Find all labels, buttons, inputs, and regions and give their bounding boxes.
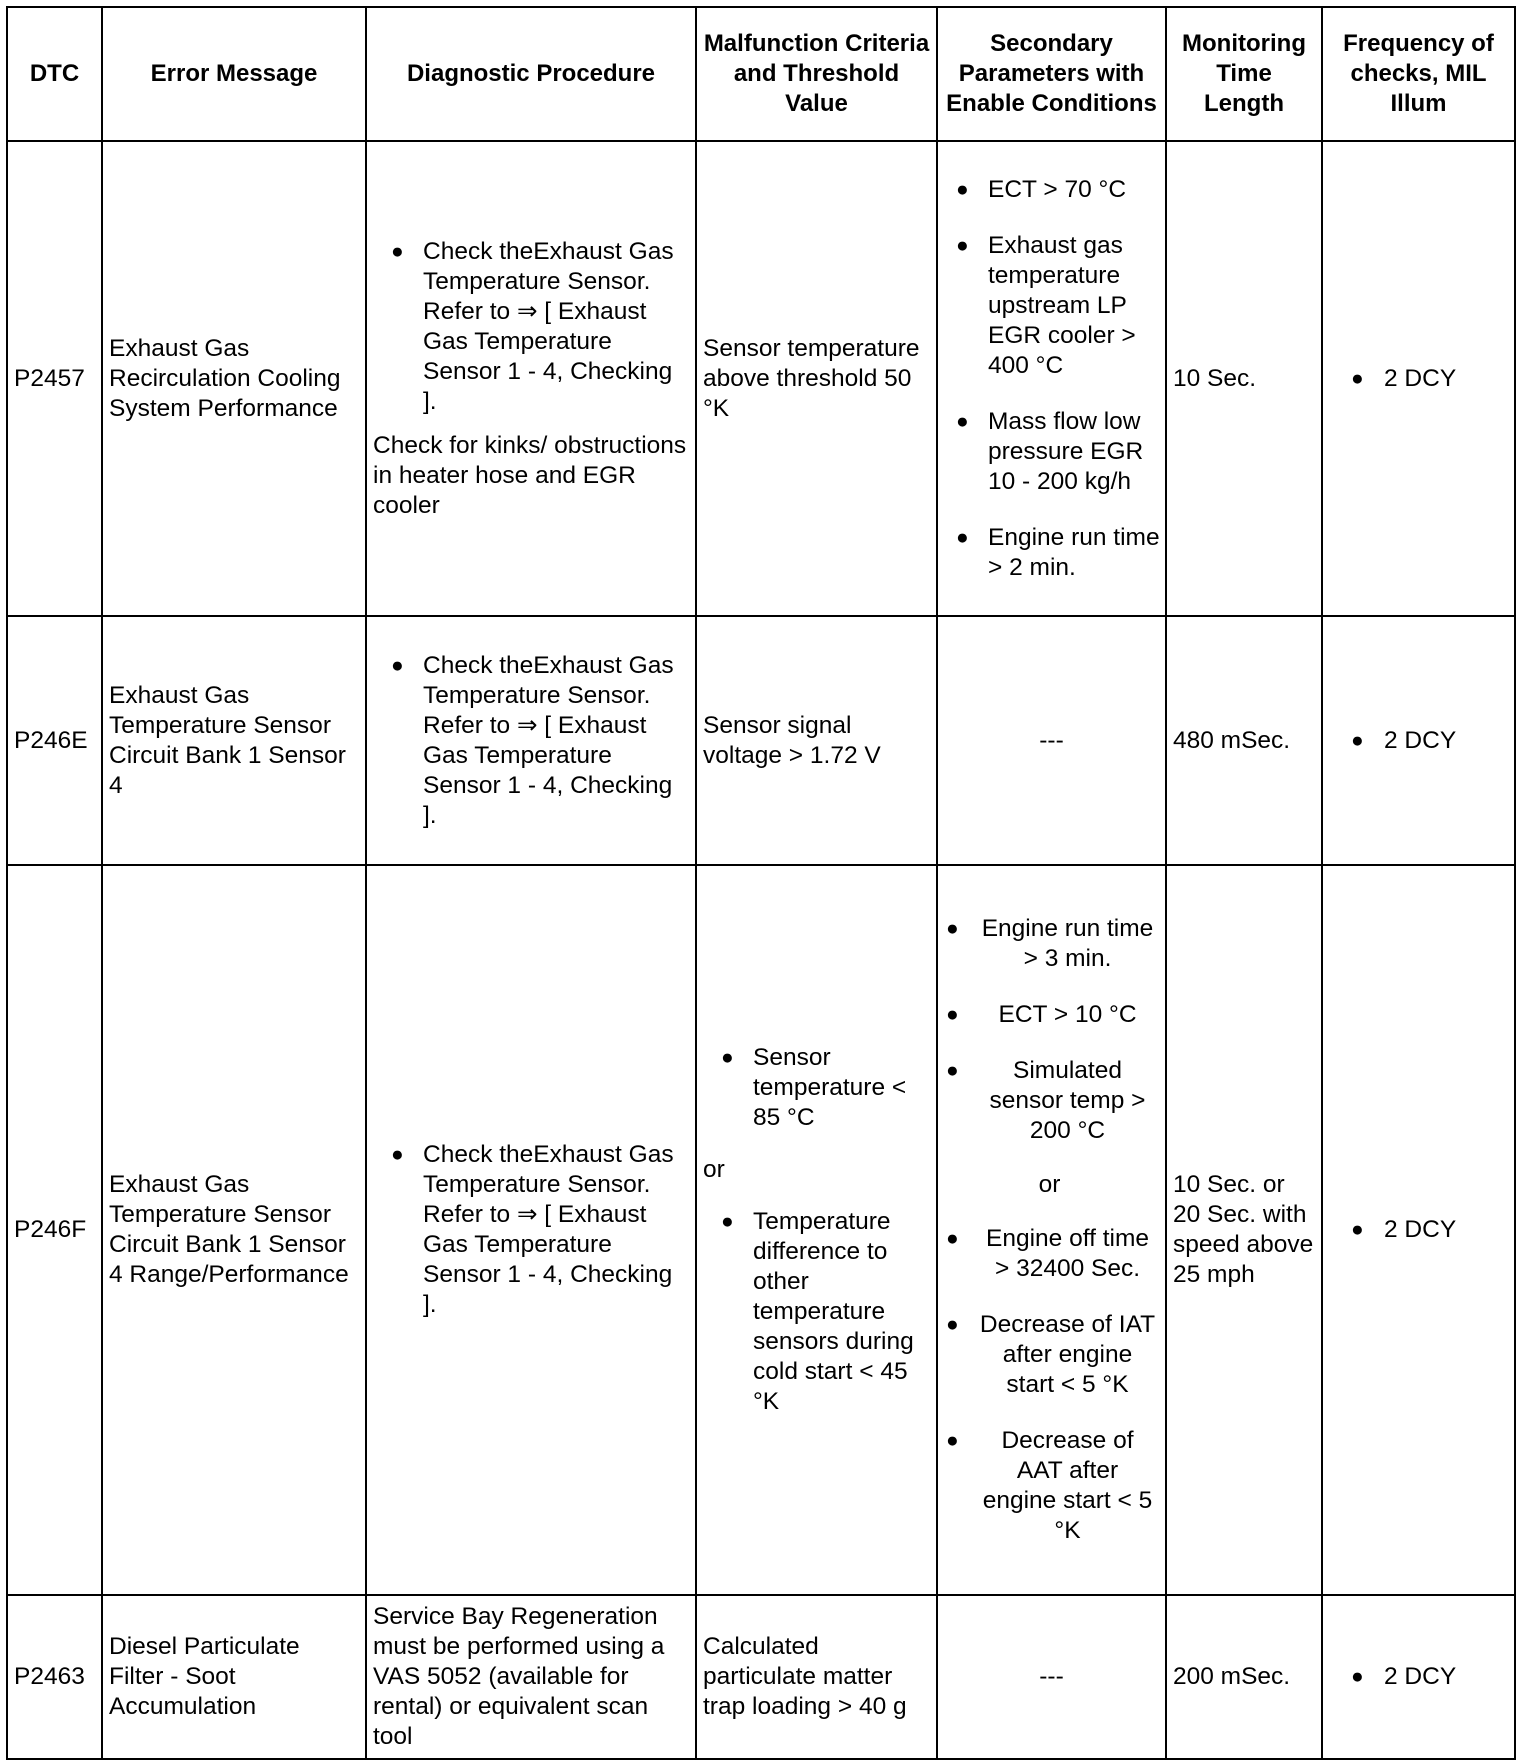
diagnostic-procedure: [366, 616, 696, 865]
secondary-item: ● Engine off time > 32400 Sec.: [938, 1224, 1161, 1284]
dtc-code: P246F: [7, 865, 102, 1595]
malfunction-list: [703, 1043, 930, 1133]
header-secondary-parameters: Secondary Parameters with Enable Conditions: [937, 7, 1166, 141]
secondary-list: [938, 175, 1161, 583]
secondary-parameters: ---: [937, 1595, 1166, 1759]
error-message: Diesel Particulate Filter - Soot Accumulation: [102, 1595, 366, 1759]
malfunction-criteria: [696, 865, 937, 1595]
header-diagnostic-procedure: Diagnostic Procedure: [366, 7, 696, 141]
error-message: Exhaust Gas Recirculation Cooling System Performance: [102, 141, 366, 616]
malfunction-criteria: Sensor temperature above threshold 50 °K: [696, 141, 937, 616]
malfunction-criteria: Calculated particulate matter trap loading > 40 g: [696, 1595, 937, 1759]
secondary-item: ● Exhaust gas temperature upstream LP EGR cooler > 400 °C: [938, 231, 1161, 381]
dtc-code: P2463: [7, 1595, 102, 1759]
secondary-item: ● Decrease of IAT after engine start < 5 °K: [938, 1310, 1161, 1400]
table-row: [7, 865, 1515, 1595]
procedure-list: [373, 237, 689, 417]
secondary-item: ● Engine run time > 3 min.: [938, 914, 1161, 974]
secondary-list: [938, 1224, 1161, 1546]
table-row: [7, 141, 1515, 616]
error-message: Exhaust Gas Temperature Sensor Circuit Bank 1 Sensor 4 Range/Performance: [102, 865, 366, 1595]
secondary-parameters: [937, 865, 1166, 1595]
frequency-list: [1329, 1662, 1508, 1692]
frequency-item: ● 2 DCY: [1329, 1215, 1508, 1245]
header-dtc: DTC: [7, 7, 102, 141]
header-monitoring-time: Monitoring Time Length: [1166, 7, 1322, 141]
frequency-list: [1329, 1215, 1508, 1245]
secondary-or: or: [1038, 1171, 1061, 1198]
table-row: [7, 1595, 1515, 1759]
frequency-list: [1329, 364, 1508, 394]
error-message: Exhaust Gas Temperature Sensor Circuit Bank 1 Sensor 4: [102, 616, 366, 865]
monitoring-time: 10 Sec.: [1166, 141, 1322, 616]
monitoring-time: 480 mSec.: [1166, 616, 1322, 865]
procedure-note: Check for kinks/ obstructions in heater hose and EGR cooler: [373, 431, 687, 519]
procedure-item: ● Check theExhaust Gas Temperature Sensor. Refer to ⇒ [ Exhaust Gas Temperature Sensor 1 - 4, Checking ].: [373, 1140, 689, 1320]
malfunction-list: [703, 1207, 930, 1417]
frequency-item: ● 2 DCY: [1329, 1662, 1508, 1692]
procedure-list: [373, 1140, 689, 1320]
procedure-item: ● Check theExhaust Gas Temperature Sensor. Refer to ⇒ [ Exhaust Gas Temperature Sensor 1 - 4, Checking ].: [373, 237, 689, 417]
dtc-table-sheet: [6, 6, 1514, 1756]
frequency: [1322, 1595, 1515, 1759]
frequency: [1322, 865, 1515, 1595]
secondary-item: ● Simulated sensor temp > 200 °C: [938, 1056, 1161, 1146]
malfunction-item: ● Temperature difference to other temperature sensors during cold start < 45 °K: [703, 1207, 930, 1417]
frequency: [1322, 616, 1515, 865]
malfunction-item: ● Sensor temperature < 85 °C: [703, 1043, 930, 1133]
secondary-item: ● Decrease of AAT after engine start < 5 °K: [938, 1426, 1161, 1546]
diagnostic-procedure: [366, 141, 696, 616]
procedure-item: ● Check theExhaust Gas Temperature Sensor. Refer to ⇒ [ Exhaust Gas Temperature Sensor 1 - 4, Checking ].: [373, 651, 689, 831]
secondary-parameters: [937, 141, 1166, 616]
table-row: [7, 616, 1515, 865]
procedure-list: [373, 651, 689, 831]
frequency-item: ● 2 DCY: [1329, 364, 1508, 394]
frequency-item: ● 2 DCY: [1329, 726, 1508, 756]
secondary-item: ● ECT > 10 °C: [938, 1000, 1161, 1030]
frequency-list: [1329, 726, 1508, 756]
dtc-code: P246E: [7, 616, 102, 865]
malfunction-criteria: Sensor signal voltage > 1.72 V: [696, 616, 937, 865]
monitoring-time: 200 mSec.: [1166, 1595, 1322, 1759]
frequency: [1322, 141, 1515, 616]
secondary-item: ● Engine run time > 2 min.: [938, 523, 1161, 583]
header-frequency: Frequency of checks, MIL Illum: [1322, 7, 1515, 141]
monitoring-time: 10 Sec. or 20 Sec. with speed above 25 mph: [1166, 865, 1322, 1595]
header-error-message: Error Message: [102, 7, 366, 141]
diagnostic-procedure: [366, 865, 696, 1595]
secondary-parameters: ---: [937, 616, 1166, 865]
secondary-item: ● Mass flow low pressure EGR 10 - 200 kg/h: [938, 407, 1161, 497]
dtc-code: P2457: [7, 141, 102, 616]
header-row: [7, 7, 1515, 141]
dtc-table: [6, 6, 1516, 1760]
diagnostic-procedure: Service Bay Regeneration must be performed using a VAS 5052 (available for rental) or equivalent scan tool: [366, 1595, 696, 1759]
secondary-item: ● ECT > 70 °C: [938, 175, 1161, 205]
malfunction-or: or: [703, 1156, 725, 1183]
header-malfunction-criteria: Malfunction Criteria and Threshold Value: [696, 7, 937, 141]
secondary-list: [938, 914, 1161, 1146]
